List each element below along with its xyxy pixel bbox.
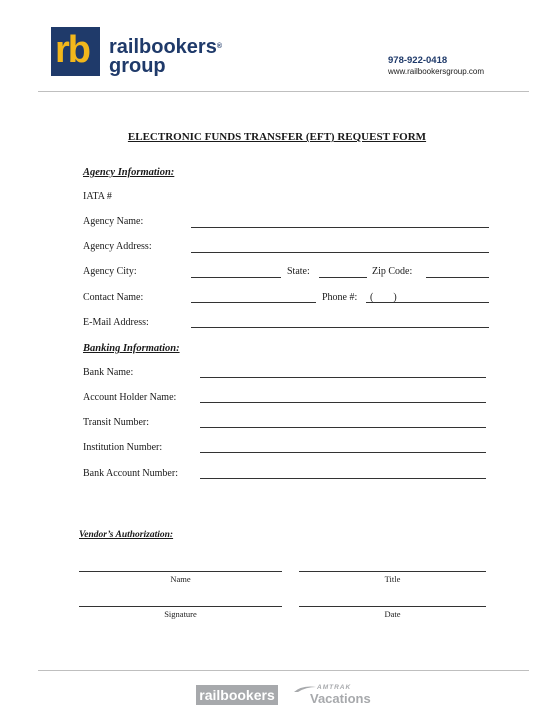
agency-city-field[interactable] (191, 277, 281, 278)
form-title: ELECTRONIC FUNDS TRANSFER (EFT) REQUEST FORM (127, 131, 427, 143)
state-field[interactable] (319, 277, 367, 278)
vendor-signature-field[interactable] (79, 606, 282, 607)
vendor-section-heading: Vendor’s Authorization: (79, 530, 174, 540)
bank-account-number-label: Bank Account Number: (83, 468, 178, 479)
agency-name-label: Agency Name: (83, 216, 144, 227)
logo-wordmark-text: railbookers (109, 36, 217, 58)
vendor-title-caption: Title (384, 574, 401, 584)
account-holder-field[interactable] (200, 402, 486, 403)
header-divider (38, 91, 529, 92)
bank-name-label: Bank Name: (83, 367, 134, 378)
account-holder-label: Account Holder Name: (83, 392, 177, 403)
iata-label: IATA # (83, 191, 112, 202)
agency-address-label: Agency Address: (83, 241, 152, 252)
email-field[interactable] (191, 327, 489, 328)
vendor-date-field[interactable] (299, 606, 486, 607)
vendor-title-field[interactable] (299, 571, 486, 572)
logo-mark-text: rb (55, 29, 89, 71)
bank-name-field[interactable] (200, 377, 486, 378)
agency-section-heading: Agency Information: (83, 167, 175, 178)
phone-label: Phone #: (322, 292, 358, 303)
amtrak-wordmark: AMTRAK (317, 684, 352, 691)
header-phone: 978-922-0418 (388, 55, 448, 66)
bank-account-number-field[interactable] (200, 478, 486, 479)
phone-area-code-placeholder: ( ) (370, 292, 397, 303)
vendor-signature-caption: Signature (164, 609, 197, 619)
state-label: State: (287, 266, 310, 277)
railbookers-footer-logo: railbookers (196, 685, 278, 705)
zip-code-label: Zip Code: (372, 266, 413, 277)
agency-city-label: Agency City: (83, 266, 137, 277)
agency-address-field[interactable] (191, 252, 489, 253)
banking-section-heading: Banking Information: (83, 343, 180, 354)
vendor-name-caption: Name (170, 574, 191, 584)
vendor-date-caption: Date (384, 609, 401, 619)
zip-code-field[interactable] (426, 277, 489, 278)
email-label: E-Mail Address: (83, 317, 149, 328)
transit-number-label: Transit Number: (83, 417, 150, 428)
amtrak-vacations-logo (294, 684, 374, 708)
contact-name-field[interactable] (191, 302, 316, 303)
trademark-symbol: ® (216, 43, 222, 50)
brand-logo-mark (51, 27, 100, 76)
footer-divider (38, 670, 529, 671)
vacations-wordmark: Vacations (310, 691, 371, 706)
logo-wordmark-line1 (109, 37, 222, 57)
header-website: www.railbookersgroup.com (388, 67, 485, 76)
institution-number-field[interactable] (200, 452, 486, 453)
agency-name-field[interactable] (191, 227, 489, 228)
transit-number-field[interactable] (200, 427, 486, 428)
institution-number-label: Institution Number: (83, 442, 163, 453)
logo-wordmark-line2: group (109, 55, 166, 77)
contact-name-label: Contact Name: (83, 292, 144, 303)
vendor-name-field[interactable] (79, 571, 282, 572)
